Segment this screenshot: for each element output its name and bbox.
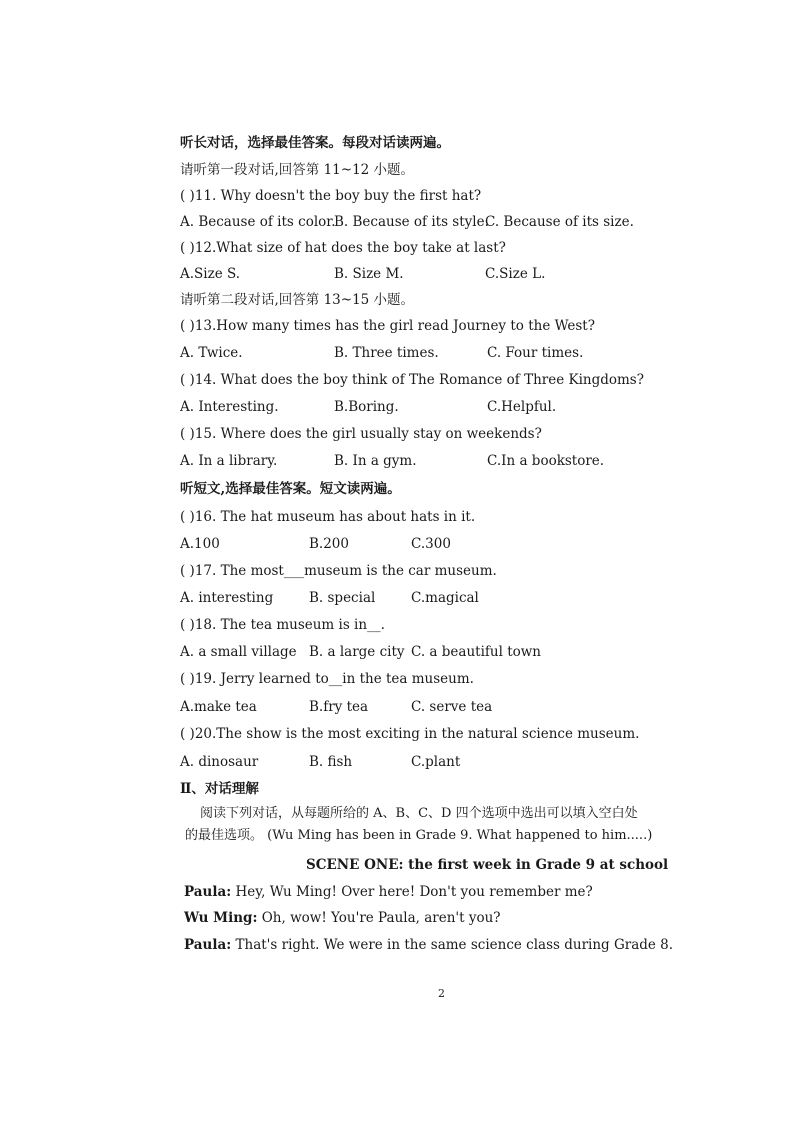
dialogue2-prompt: 请听第二段对话,回答第 13~15 小题。 [180,292,415,308]
part2-heading: Ⅱ、对话理解 [180,781,259,797]
option-b: B. In a gym. [334,453,417,469]
option-c: C.In a bookstore. [487,453,605,469]
option-a: A. interesting [180,590,274,606]
question-stem: ( )12.What size of hat does the boy take at last? [180,240,506,256]
question-stem: ( )19. Jerry learned to__in the tea museum. [180,671,474,687]
option-c: C.magical [411,590,479,606]
option-c: C.plant [411,754,461,770]
part2-instruction: 阅读下列对话，从每题所给的 A、B、C、D 四个选项中选出可以填入空白处 [200,806,638,821]
dialogue-text: Hey, Wu Ming! Over here! Don't you remember me? [231,884,593,900]
option-c: C. Because of its size. [485,214,634,230]
speaker-name: Paula: [184,937,232,953]
speaker-name: Wu Ming: [184,910,258,926]
scene-title: SCENE ONE: the first week in Grade 9 at school [306,857,669,873]
option-c: C. Four times. [487,345,584,361]
question-stem: ( )20.The show is the most exciting in the natural science museum. [180,726,640,742]
option-c: C. a beautiful town [411,644,541,660]
option-b: B. special [309,590,376,606]
dialogue-text: That's right. We were in the same science class during Grade 8. [231,937,674,953]
option-a: A. Interesting. [180,399,279,415]
dialogue-line [184,909,501,927]
question-stem: ( )15. Where does the girl usually stay on weekends? [180,426,542,442]
page-number: 2 [438,987,445,1000]
question-stem: ( )11. Why doesn't the boy buy the first hat? [180,188,482,204]
option-b: B.Boring. [334,399,399,415]
dialogue-line [184,883,593,901]
question-stem: ( )13.How many times has the girl read Journey to the West? [180,318,595,334]
option-b: B. Three times. [334,345,439,361]
option-a: A. a small village [180,644,297,660]
dialogue-line [184,936,673,954]
option-a: A.make tea [180,699,257,715]
option-b: B. fish [309,754,353,770]
option-b: B.200 [309,536,349,552]
option-a: A.100 [180,536,220,552]
question-stem: ( )18. The tea museum is in__. [180,617,385,633]
option-a: A. In a library. [180,453,278,469]
long-dialogue-heading: 听长对话，选择最佳答案。每段对话读两遍。 [180,135,450,151]
option-c: C.300 [411,536,451,552]
option-a: A. Twice. [180,345,243,361]
question-stem: ( )17. The most___museum is the car museum. [180,563,497,579]
option-c: C. serve tea [411,699,493,715]
part2-instruction: 的最佳选项。 (Wu Ming has been in Grade 9. What happened to him.....) [185,828,653,843]
speaker-name: Paula: [184,884,232,900]
question-stem: ( )16. The hat museum has about hats in it. [180,509,476,525]
option-c: C.Helpful. [487,399,557,415]
option-a: A.Size S. [180,266,241,282]
dialogue-text: Oh, wow! You're Paula, aren't you? [257,910,501,926]
passage-heading: 听短文,选择最佳答案。短文读两遍。 [180,481,401,497]
question-stem: ( )14. What does the boy think of The Romance of Three Kingdoms? [180,372,644,388]
option-b: B. Size M. [334,266,404,282]
option-b: B.fry tea [309,699,369,715]
option-b: B. a large city [309,644,405,660]
dialogue1-prompt: 请听第一段对话,回答第 11~12 小题。 [180,162,415,178]
option-c: C.Size L. [485,266,546,282]
option-b: B. Because of its style. [334,214,489,230]
option-a: A. Because of its color. [180,214,336,230]
option-a: A. dinosaur [180,754,259,770]
